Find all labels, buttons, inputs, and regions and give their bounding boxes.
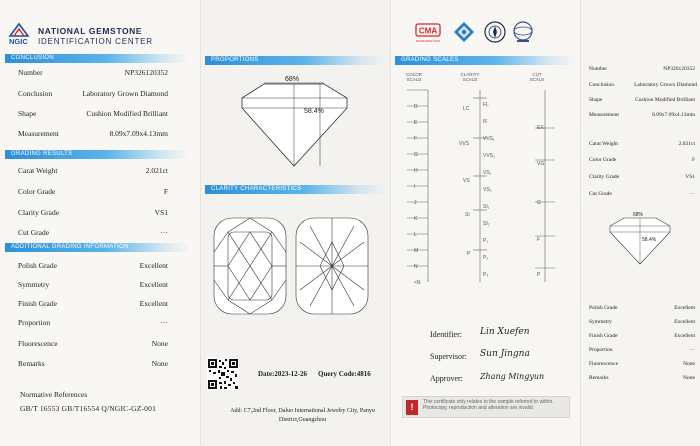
summary-value: ··· bbox=[689, 191, 695, 197]
summary-value: F bbox=[691, 157, 695, 163]
color-grade-mark: G bbox=[414, 152, 418, 158]
grading-label: Clarity Grade bbox=[18, 208, 60, 217]
summary-label: Finish Grade bbox=[589, 333, 618, 339]
summary-depth-percent: 58.4% bbox=[642, 237, 657, 243]
grading-value: ··· bbox=[160, 228, 168, 237]
clarity-group-mark: SI bbox=[465, 212, 470, 218]
summary-value: NP326120352 bbox=[663, 66, 695, 72]
address: Add: C7,2nd Floor, Daluo International Jewelry City, Panyu District,Guangzhou bbox=[230, 408, 375, 423]
additional-label: Polish Grade bbox=[18, 261, 57, 270]
summary-table-percent: 68% bbox=[632, 212, 644, 218]
summary-value: 2.021ct bbox=[678, 141, 695, 147]
summary-label: Proportion bbox=[589, 347, 613, 353]
color-grade-mark: H bbox=[414, 168, 418, 174]
supervisor-label: Supervisor: bbox=[430, 352, 467, 361]
accreditation-logo-icon bbox=[511, 20, 535, 44]
cut-grade-mark: F bbox=[537, 237, 541, 243]
section-conclusion: CONCLUSION bbox=[5, 54, 190, 63]
section-proportions: PROPORTIONS bbox=[205, 56, 385, 65]
summary-label: Polish Grade bbox=[589, 305, 618, 311]
additional-value: None bbox=[151, 339, 168, 348]
summary-value: Excellent bbox=[674, 333, 695, 339]
qr-code-icon bbox=[207, 358, 239, 390]
clarity-grade-mark: VVS₂ bbox=[483, 153, 495, 159]
approver-name: Zhang Mingyun bbox=[480, 372, 545, 381]
summary-value: Excellent bbox=[674, 305, 695, 311]
diamond-mark-icon bbox=[452, 20, 476, 44]
identifier-label: Identifier: bbox=[430, 330, 462, 339]
section-clarity: CLARITY CHARACTERISTICS bbox=[205, 185, 385, 194]
normative-value: GB/T 16553 GB/T16554 Q/NGIC-GZ-001 bbox=[20, 404, 157, 413]
cut-grade-mark: VG bbox=[537, 161, 545, 167]
clarity-grade-mark: VS₁ bbox=[483, 170, 492, 176]
cut-grade-mark: G bbox=[537, 200, 541, 206]
summary-value: None bbox=[683, 361, 695, 367]
conclusion-value: NP326120352 bbox=[124, 68, 168, 77]
normative-title: Normative References bbox=[20, 390, 88, 399]
summary-label: Number bbox=[589, 66, 608, 72]
color-grade-mark: D bbox=[414, 104, 418, 110]
warning-text: This certificate only relates to the sample referred to within. Photocopy, reproduction and alteration are invalid. bbox=[423, 399, 554, 411]
summary-label: Clarity Grade bbox=[589, 174, 620, 180]
summary-value: None bbox=[683, 375, 695, 381]
conclusion-label: Conclusion bbox=[18, 89, 53, 98]
summary-label: Cut Grade bbox=[589, 191, 612, 197]
clarity-grade-mark: FL bbox=[483, 102, 489, 108]
additional-value: Excellent bbox=[139, 299, 168, 308]
section-additional: ADDITIONAL GRADING INFORMATION bbox=[5, 243, 190, 252]
color-grade-mark: I bbox=[414, 184, 416, 190]
color-grade-mark: K bbox=[414, 216, 418, 222]
summary-value: Laboratory Grown Diamond bbox=[634, 82, 697, 88]
summary-label: Remarks bbox=[589, 375, 609, 381]
summary-label: Conclusion bbox=[589, 82, 615, 88]
summary-label: Measurement bbox=[589, 112, 619, 118]
cut-grade-mark: P bbox=[537, 272, 541, 278]
query-code: Query Code:4816 bbox=[318, 370, 371, 378]
additional-label: Symmetry bbox=[18, 280, 50, 289]
additional-label: Remarks bbox=[18, 359, 45, 368]
summary-label: Shape bbox=[589, 97, 603, 103]
org-name-line2: IDENTIFICATION CENTER bbox=[38, 37, 153, 46]
color-grade-mark: N bbox=[414, 264, 418, 270]
additional-label: Proportion bbox=[18, 318, 51, 327]
grading-value: 2.021ct bbox=[145, 166, 168, 175]
seal-logo-icon bbox=[483, 20, 507, 44]
clarity-grade-mark: VVS₁ bbox=[483, 136, 495, 142]
depth-percent: 58.4% bbox=[304, 108, 324, 115]
conclusion-value: 8.09x7.09x4.13mm bbox=[109, 129, 168, 138]
clarity-grade-mark: P₂ bbox=[483, 255, 489, 261]
clarity-grade-mark: SI₁ bbox=[483, 204, 490, 210]
section-grading-results: GRADING RESULTS bbox=[5, 150, 190, 159]
ngic-abbrev: NGIC bbox=[9, 37, 28, 46]
table-percent: 68% bbox=[284, 76, 300, 83]
color-scale-head: COLOR SCALE bbox=[405, 72, 422, 82]
cma-code: 2024510052 2024 bbox=[415, 39, 441, 43]
grading-value: VS1 bbox=[154, 208, 168, 217]
additional-label: Finish Grade bbox=[18, 299, 57, 308]
conclusion-label: Number bbox=[18, 68, 43, 77]
color-grade-mark: J bbox=[414, 200, 417, 206]
summary-label: Fluorescence bbox=[589, 361, 619, 367]
clarity-grade-mark: VS₂ bbox=[483, 187, 492, 193]
org-name-line1: NATIONAL GEMSTONE bbox=[38, 26, 143, 36]
conclusion-label: Shape bbox=[18, 109, 37, 118]
additional-value: Excellent bbox=[139, 261, 168, 270]
color-grade-mark: F bbox=[414, 136, 418, 142]
clarity-grade-mark: P₁ bbox=[483, 238, 489, 244]
grading-label: Cut Grade bbox=[18, 228, 50, 237]
identifier-name: Lin Xuefen bbox=[480, 327, 530, 337]
report-date: Date:2023-12-26 bbox=[258, 370, 307, 378]
additional-value: None bbox=[151, 359, 168, 368]
cma-logo-icon bbox=[414, 22, 442, 44]
clarity-scale-head: CLARITY SCALE bbox=[460, 72, 480, 82]
summary-label: Carat Weight bbox=[589, 141, 618, 147]
conclusion-value: Cushion Modified Brilliant bbox=[86, 109, 168, 118]
additional-value: ··· bbox=[160, 318, 168, 327]
clarity-group-mark: LC bbox=[463, 106, 470, 112]
color-grade-mark: E bbox=[414, 120, 418, 126]
panel-main bbox=[0, 0, 200, 446]
cut-scale-head: CUT SCALE bbox=[529, 72, 545, 82]
summary-value: VS1 bbox=[685, 174, 695, 180]
summary-value: Cushion Modified Brilliant bbox=[635, 97, 695, 103]
grading-label: Carat Weight bbox=[18, 166, 58, 175]
clarity-plot bbox=[210, 212, 388, 322]
clarity-grade-mark: SI₂ bbox=[483, 221, 490, 227]
summary-label: Symmetry bbox=[589, 319, 612, 325]
supervisor-name: Sun Jingna bbox=[480, 349, 530, 359]
clarity-grade-mark: P₃ bbox=[483, 272, 489, 278]
color-grade-mark: L bbox=[414, 232, 417, 238]
color-grade-mark: M bbox=[414, 248, 419, 254]
clarity-group-mark: P bbox=[467, 251, 471, 257]
section-scales: GRADING SCALES bbox=[395, 56, 575, 65]
color-grade-mark: <N bbox=[414, 280, 421, 286]
ngic-logo-icon bbox=[8, 22, 30, 38]
approver-label: Approver: bbox=[430, 374, 463, 383]
summary-value: Excellent bbox=[674, 319, 695, 325]
additional-value: Excellent bbox=[139, 280, 168, 289]
clarity-group-mark: VS bbox=[463, 178, 470, 184]
cma-label: CMA bbox=[418, 26, 438, 36]
clarity-group-mark: VVS bbox=[459, 141, 470, 147]
summary-label: Color Grade bbox=[589, 157, 617, 163]
grading-label: Color Grade bbox=[18, 187, 56, 196]
summary-proportions-diagram bbox=[590, 208, 690, 270]
summary-value: 8.09x7.09x4.13mm bbox=[652, 112, 695, 118]
proportions-diagram bbox=[212, 70, 382, 180]
clarity-grade-mark: IF bbox=[483, 119, 488, 125]
cut-grade-mark: EX bbox=[537, 125, 544, 131]
additional-label: Fluorescence bbox=[18, 339, 58, 348]
warning-notice bbox=[402, 396, 570, 418]
conclusion-value: Laboratory Grown Diamond bbox=[82, 89, 168, 98]
summary-value: ··· bbox=[689, 347, 695, 353]
conclusion-label: Measurement bbox=[18, 129, 59, 138]
warning-icon: ! bbox=[406, 400, 418, 415]
grading-value: F bbox=[163, 187, 168, 196]
